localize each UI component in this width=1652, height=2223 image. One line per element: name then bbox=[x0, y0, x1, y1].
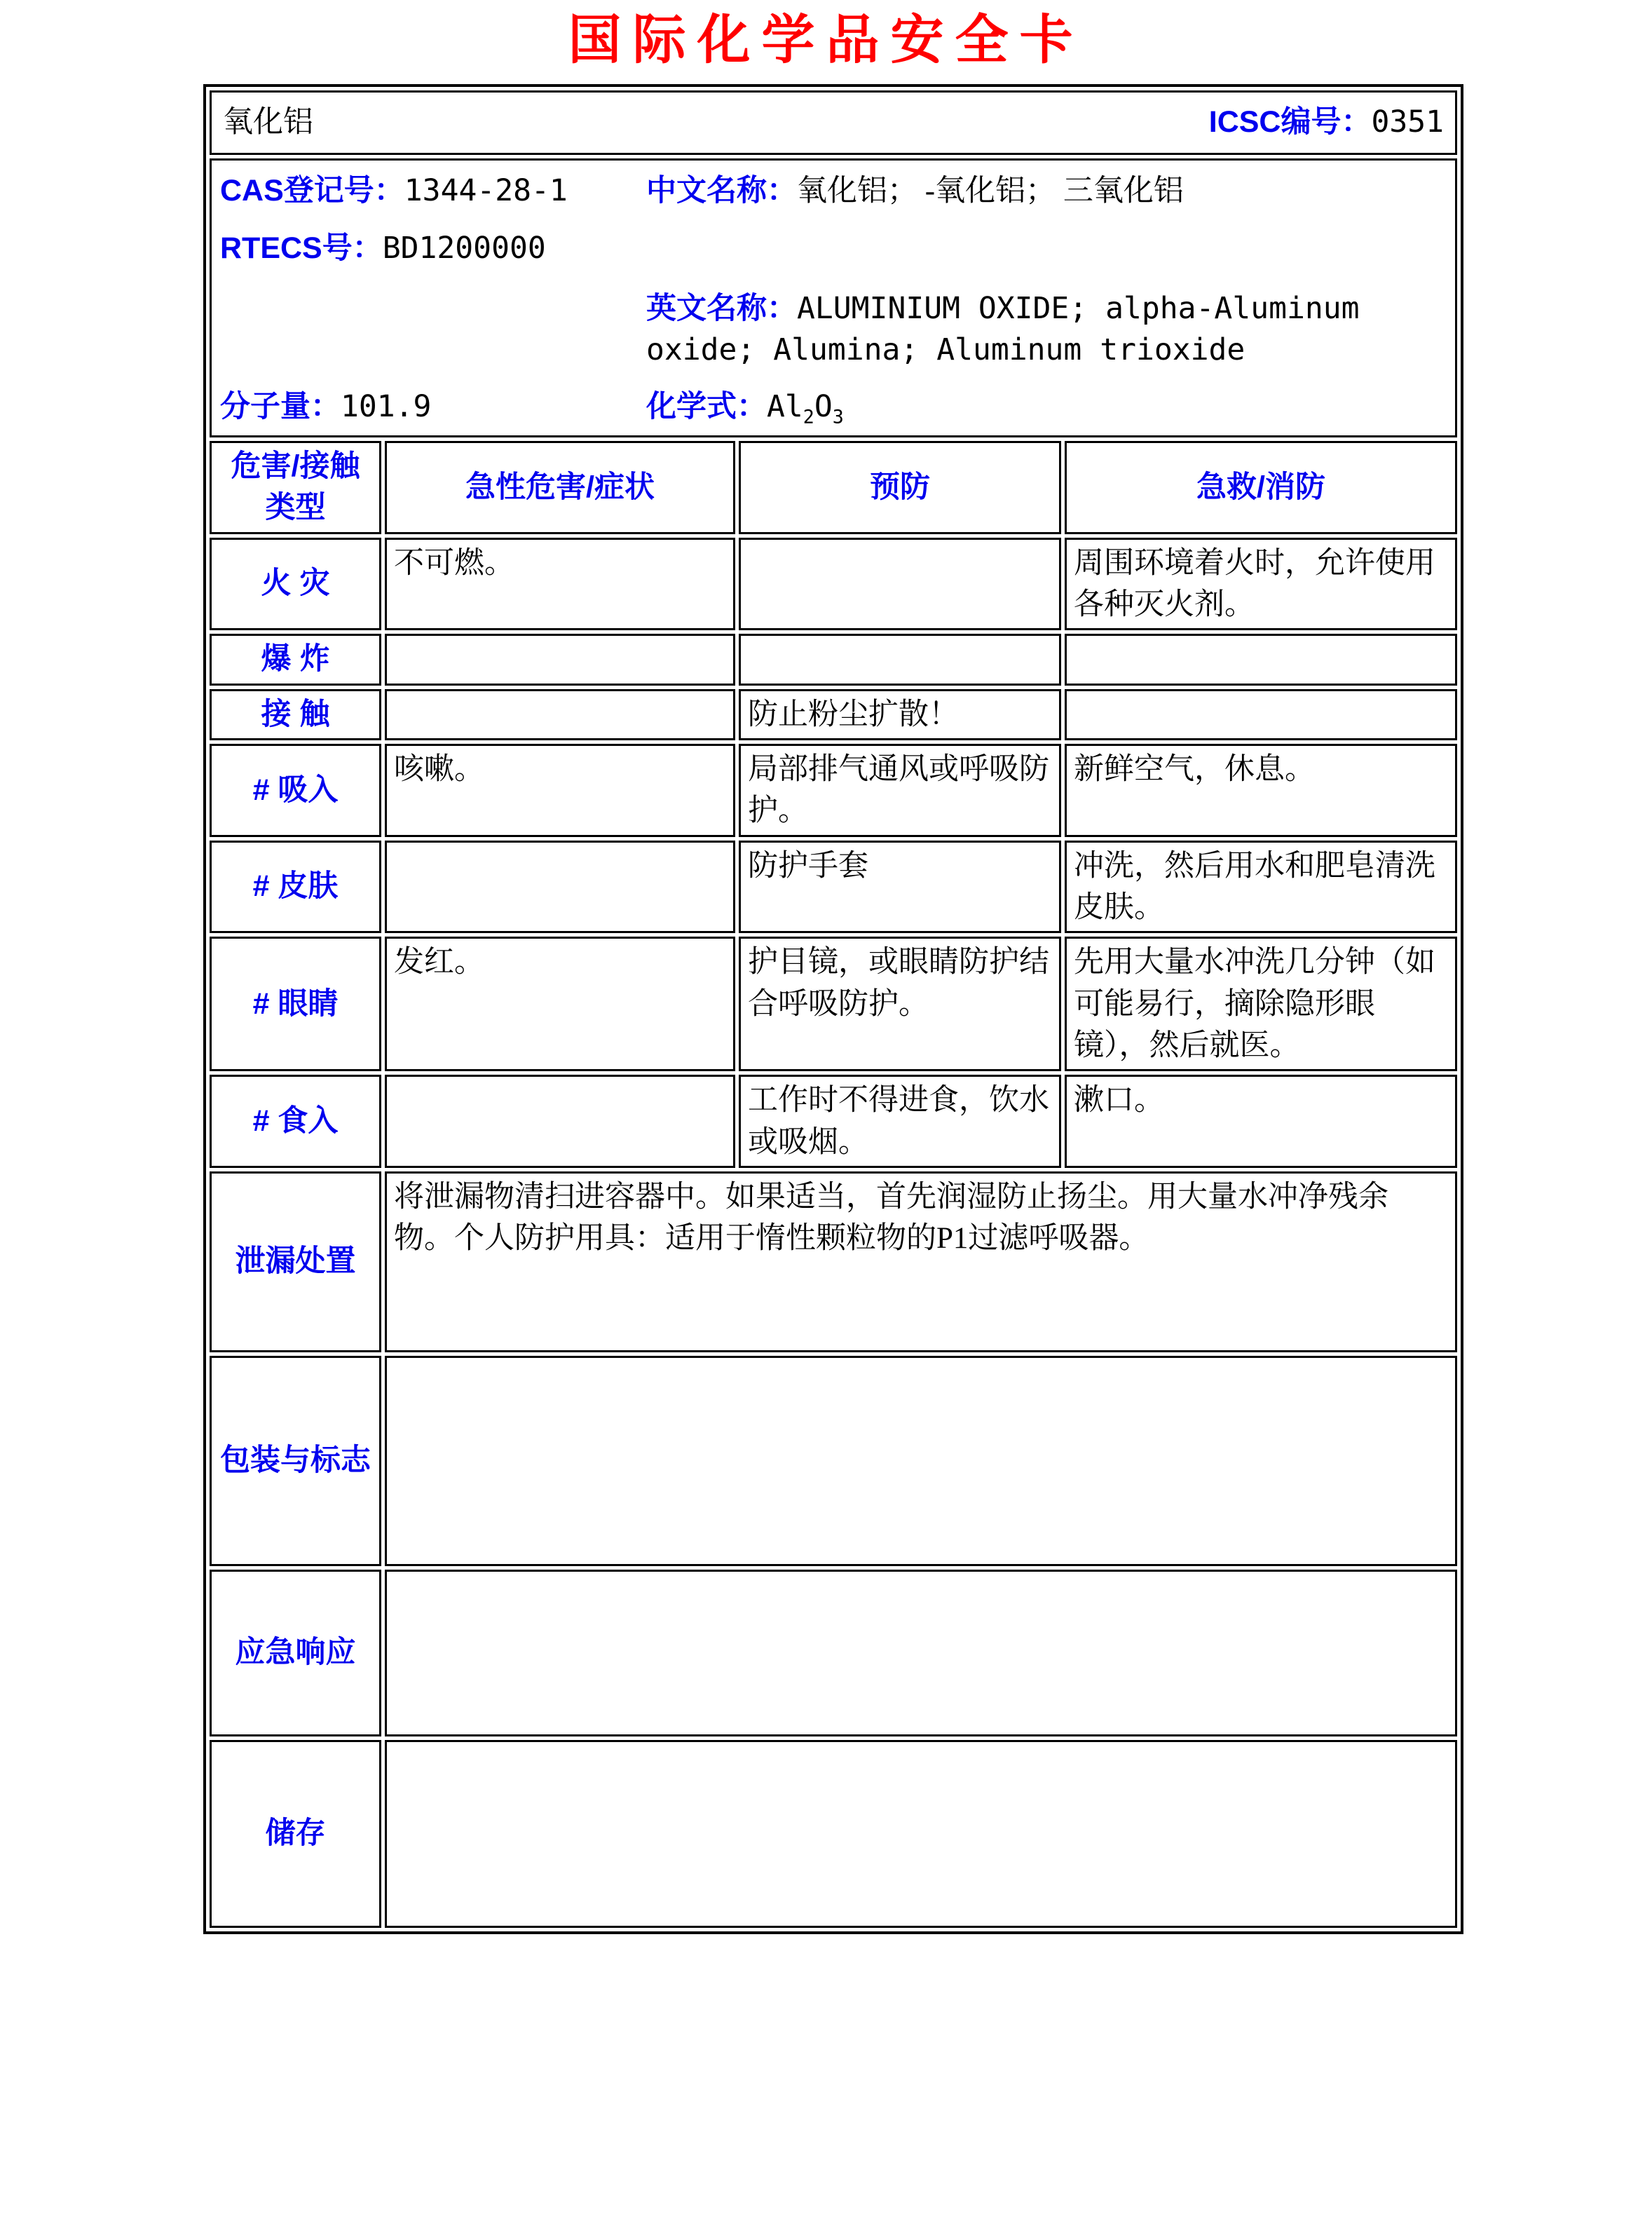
table-row-ingestion bbox=[210, 1075, 1457, 1168]
row-label-explosion: 爆 炸 bbox=[210, 634, 381, 685]
exposure-symptoms-cell bbox=[385, 689, 735, 740]
skin-symptoms-cell bbox=[385, 841, 735, 934]
explosion-first-aid-cell bbox=[1065, 634, 1457, 685]
table-row-skin bbox=[210, 841, 1457, 934]
section-label-emergency: 应急响应 bbox=[210, 1570, 381, 1736]
identity-cell bbox=[210, 158, 1457, 437]
chinese-name bbox=[646, 170, 1445, 212]
rtecs-number bbox=[220, 228, 546, 269]
inhalation-symptoms-cell: 咳嗽。 bbox=[385, 744, 735, 837]
english-name-label: 英文名称： bbox=[646, 292, 797, 325]
molecular-weight-label: 分子量： bbox=[220, 390, 341, 423]
exposure-prevention-cell: 防止粉尘扩散！ bbox=[739, 689, 1061, 740]
icsc-number-group bbox=[1209, 102, 1444, 143]
eyes-prevention-cell: 护目镜，或眼睛防护结合呼吸防护。 bbox=[739, 937, 1061, 1071]
icsc-number-value: 0351 bbox=[1371, 104, 1445, 140]
molecular-weight-value: 101.9 bbox=[341, 389, 432, 424]
exposure-first-aid-cell bbox=[1065, 689, 1457, 740]
rtecs-label: RTECS号： bbox=[220, 231, 383, 265]
fire-prevention-cell bbox=[739, 538, 1061, 631]
row-label-eyes: # 眼睛 bbox=[210, 937, 381, 1071]
spillage-content-cell: 将泄漏物清扫进容器中。如果适当，首先润湿防止扬尘。用大量水冲净残余物。个人防护用具：适用于惰性颗粒物的P1过滤呼吸器。 bbox=[385, 1171, 1457, 1352]
chinese-name-value: 氧化铝； -氧化铝； 三氧化铝 bbox=[797, 175, 1184, 208]
rtecs-value: BD1200000 bbox=[382, 231, 546, 266]
row-label-inhalation: # 吸入 bbox=[210, 744, 381, 837]
cas-label: CAS登记号： bbox=[220, 174, 404, 208]
page-title: 国际化学品安全卡 bbox=[568, 11, 1084, 70]
english-name bbox=[646, 288, 1452, 372]
ingestion-first-aid-cell: 漱口。 bbox=[1065, 1075, 1457, 1168]
fire-first-aid-cell: 周围环境着火时，允许使用各种灭火剂。 bbox=[1065, 538, 1457, 631]
column-header-first-aid: 急救/消防 bbox=[1065, 441, 1457, 534]
skin-prevention-cell: 防护手套 bbox=[739, 841, 1061, 934]
section-row-emergency bbox=[210, 1570, 1457, 1736]
header-band-row bbox=[210, 90, 1457, 155]
eyes-first-aid-cell: 先用大量水冲洗几分钟（如可能易行，摘除隐形眼镜），然后就医。 bbox=[1065, 937, 1457, 1071]
skin-first-aid-cell: 冲洗，然后用水和肥皂清洗皮肤。 bbox=[1065, 841, 1457, 934]
ingestion-symptoms-cell bbox=[385, 1075, 735, 1168]
section-row-spillage bbox=[210, 1171, 1457, 1352]
chemical-formula-value: $Al_2O_3$ bbox=[767, 389, 844, 428]
safety-card-table bbox=[203, 84, 1463, 1934]
cas-number bbox=[220, 170, 568, 212]
table-row-exposure bbox=[210, 689, 1457, 740]
substance-name: 氧化铝 bbox=[223, 106, 313, 140]
section-label-spillage: 泄漏处置 bbox=[210, 1171, 381, 1352]
row-label-ingestion: # 食入 bbox=[210, 1075, 381, 1168]
english-name-value: ALUMINIUM OXIDE; alpha-Aluminum oxide; Alumina; Aluminum trioxide bbox=[646, 291, 1360, 368]
row-label-exposure: 接 触 bbox=[210, 689, 381, 740]
header-band-cell bbox=[210, 90, 1457, 155]
inhalation-prevention-cell: 局部排气通风或呼吸防护。 bbox=[739, 744, 1061, 837]
table-row-eyes bbox=[210, 937, 1457, 1071]
column-header-row bbox=[210, 441, 1457, 534]
chemical-formula bbox=[646, 386, 844, 430]
chemical-formula-label: 化学式： bbox=[646, 390, 767, 423]
column-header-prevention: 预防 bbox=[739, 441, 1061, 534]
section-label-storage: 储存 bbox=[210, 1740, 381, 1928]
explosion-prevention-cell bbox=[739, 634, 1061, 685]
ingestion-prevention-cell: 工作时不得进食，饮水或吸烟。 bbox=[739, 1075, 1061, 1168]
section-row-storage bbox=[210, 1740, 1457, 1928]
emergency-content-cell bbox=[385, 1570, 1457, 1736]
table-row-fire bbox=[210, 538, 1457, 631]
storage-content-cell bbox=[385, 1740, 1457, 1928]
packaging-content-cell bbox=[385, 1356, 1457, 1566]
row-label-fire: 火 灾 bbox=[210, 538, 381, 631]
chinese-name-label: 中文名称： bbox=[646, 174, 797, 208]
fire-symptoms-cell: 不可燃。 bbox=[385, 538, 735, 631]
explosion-symptoms-cell bbox=[385, 634, 735, 685]
row-label-skin: # 皮肤 bbox=[210, 841, 381, 934]
cas-value: 1344-28-1 bbox=[404, 173, 568, 208]
eyes-symptoms-cell: 发红。 bbox=[385, 937, 735, 1071]
molecular-weight bbox=[220, 386, 431, 428]
section-row-packaging bbox=[210, 1356, 1457, 1566]
column-header-hazard-type: 危害/接触类型 bbox=[210, 441, 381, 534]
inhalation-first-aid-cell: 新鲜空气，休息。 bbox=[1065, 744, 1457, 837]
section-label-packaging: 包装与标志 bbox=[210, 1356, 381, 1566]
table-row-inhalation bbox=[210, 744, 1457, 837]
column-header-symptoms: 急性危害/症状 bbox=[385, 441, 735, 534]
table-row-explosion bbox=[210, 634, 1457, 685]
icsc-number-label: ICSC编号： bbox=[1208, 105, 1372, 140]
identity-row bbox=[210, 158, 1457, 437]
